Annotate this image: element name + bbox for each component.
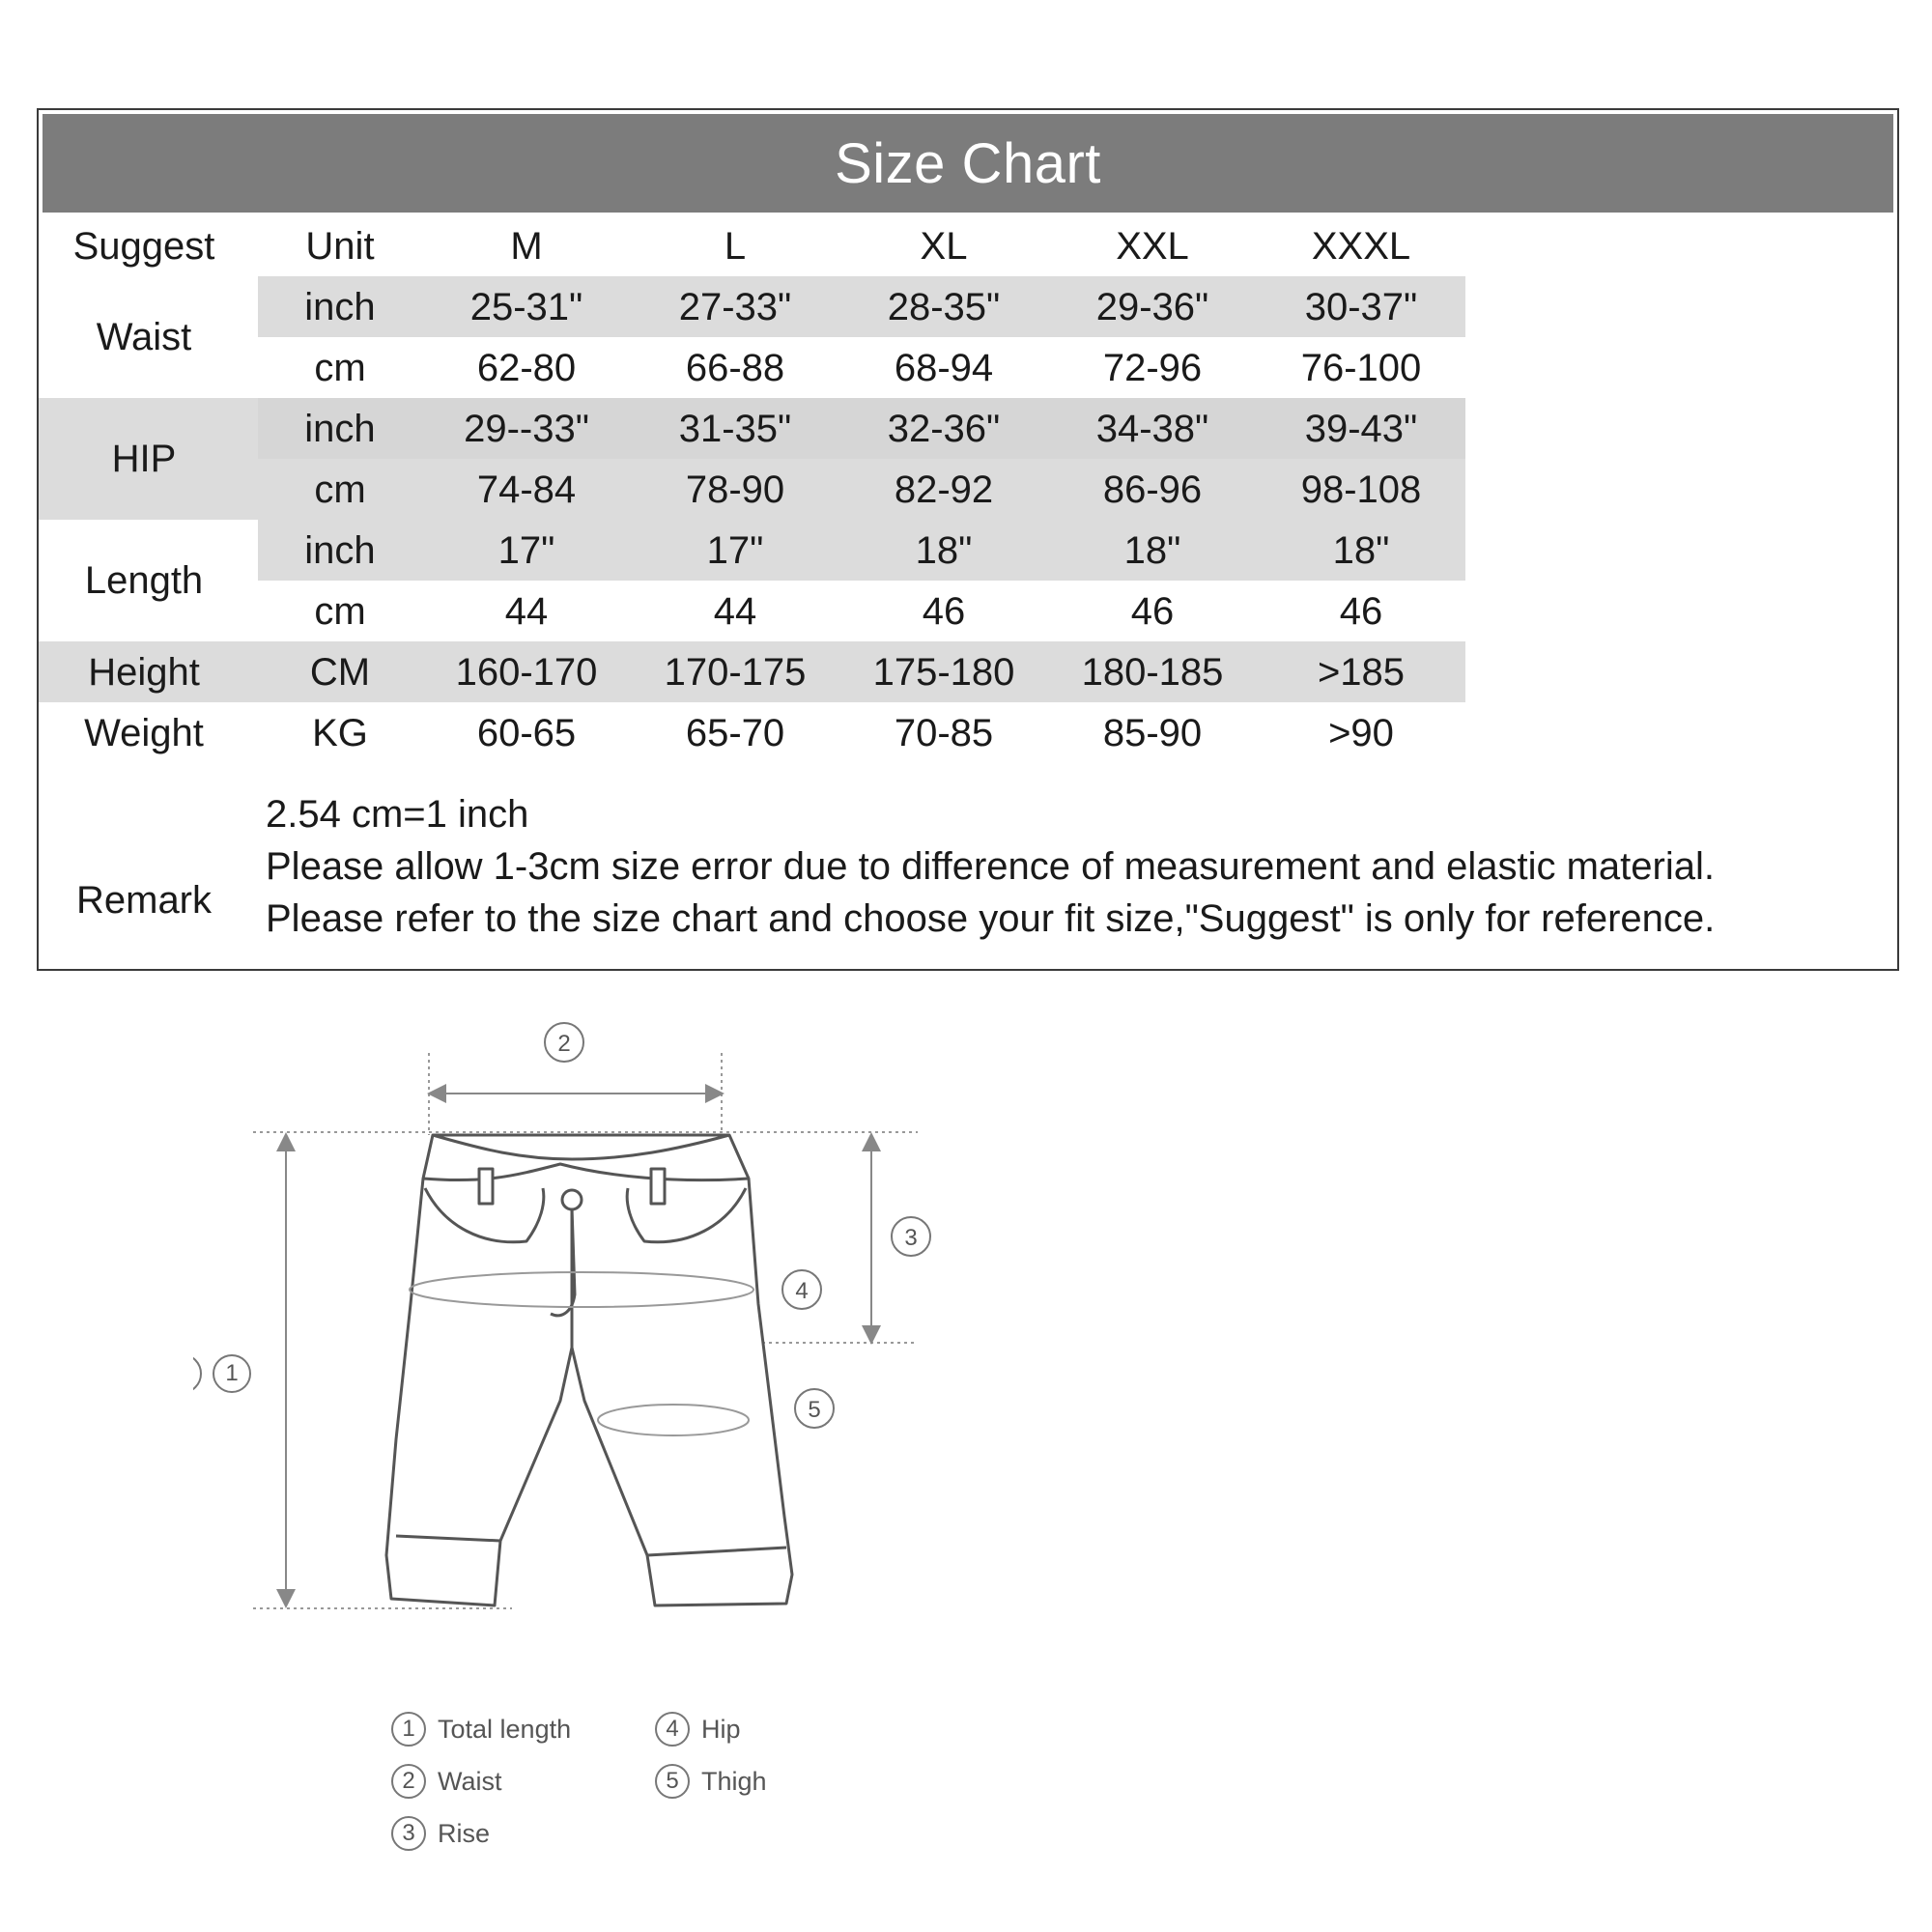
legend-number: 1 [391, 1712, 426, 1747]
value-cell: 62-80 [476, 346, 577, 389]
marker-1: 1 [213, 1354, 251, 1393]
value-cell: 180-185 [1081, 650, 1224, 694]
value-cell: 44 [504, 589, 549, 633]
legend-label: Rise [438, 1818, 491, 1848]
legend-item [391, 1816, 490, 1851]
pants-diagram [193, 1014, 966, 1884]
unit-cell: cm [314, 589, 366, 633]
value-cell: 32-36" [887, 407, 1001, 450]
value-cell: 70-85 [894, 711, 994, 754]
value-cell: 18" [1123, 528, 1181, 572]
unit-cell: KG [312, 711, 368, 754]
row-label-waist: Waist [96, 316, 192, 358]
unit-cell: inch [304, 528, 376, 572]
remark-line: Please allow 1-3cm size error due to difference of measurement and elastic material. [266, 845, 1715, 888]
legend-item [391, 1764, 502, 1799]
unit-cell: inch [304, 285, 376, 328]
value-cell: 18" [1332, 528, 1390, 572]
marker-label: 3 [904, 1225, 918, 1251]
header-size: M [510, 225, 543, 268]
value-cell: 86-96 [1102, 468, 1203, 511]
chart-title: Size Chart [43, 114, 1893, 213]
row-label-height: Height [88, 650, 200, 694]
value-cell: 175-180 [872, 650, 1015, 694]
unit-cell: inch [304, 407, 376, 450]
value-cell: 76-100 [1300, 346, 1422, 389]
value-cell: 46 [922, 589, 966, 633]
value-cell: 65-70 [685, 711, 785, 754]
legend-number: 2 [391, 1764, 426, 1799]
value-cell: 85-90 [1102, 711, 1203, 754]
value-cell: 31-35" [678, 407, 792, 450]
value-cell: 28-35" [887, 285, 1001, 328]
unit-cell: cm [314, 468, 366, 511]
marker-label: 5 [808, 1397, 821, 1423]
legend-label: Thigh [701, 1766, 767, 1796]
header-unit: Unit [305, 225, 375, 268]
size-table [39, 110, 1897, 969]
value-cell: 74-84 [476, 468, 577, 511]
header-size: XL [920, 225, 968, 268]
value-cell: 82-92 [894, 468, 994, 511]
legend-label: Waist [438, 1766, 502, 1796]
value-cell: 29--33" [464, 407, 589, 450]
value-cell: 27-33" [678, 285, 792, 328]
value-cell: 29-36" [1095, 285, 1209, 328]
remark-line: Please refer to the size chart and choose your fit size,"Suggest" is only for reference. [266, 897, 1716, 940]
remark-label: Remark [75, 878, 213, 922]
row-label-hip: HIP [111, 438, 177, 480]
value-cell: 25-31" [469, 285, 583, 328]
row-label-weight: Weight [84, 711, 204, 754]
header-size: XXXL [1311, 225, 1411, 268]
value-cell: 18" [915, 528, 973, 572]
value-cell: 66-88 [685, 346, 785, 389]
remark-line: 2.54 cm=1 inch [266, 793, 529, 836]
value-cell: 46 [1130, 589, 1175, 633]
value-cell: 160-170 [455, 650, 598, 694]
value-cell: 30-37" [1304, 285, 1418, 328]
value-cell: 44 [713, 589, 757, 633]
value-cell: 17" [706, 528, 764, 572]
value-cell: >90 [1328, 711, 1394, 754]
legend-item [655, 1764, 767, 1799]
unit-cell: cm [314, 346, 366, 389]
legend-item [391, 1712, 571, 1747]
value-cell: 98-108 [1300, 468, 1422, 511]
value-cell: 46 [1339, 589, 1383, 633]
row-label-length: Length [84, 559, 204, 602]
value-cell: 60-65 [476, 711, 577, 754]
value-cell: 39-43" [1304, 407, 1418, 450]
marker-1 [193, 1354, 201, 1393]
value-cell: 17" [497, 528, 555, 572]
header-size: L [724, 225, 747, 268]
pants-illustration [193, 1014, 966, 1748]
value-cell: 170-175 [664, 650, 807, 694]
legend-label: Hip [701, 1714, 741, 1744]
marker-label: 4 [795, 1278, 809, 1304]
legend-number: 5 [655, 1764, 690, 1799]
legend-number: 3 [391, 1816, 426, 1851]
header-suggest: Suggest [72, 225, 215, 268]
value-cell: 34-38" [1095, 407, 1209, 450]
size-chart [37, 108, 1899, 971]
marker-label: 2 [557, 1031, 571, 1057]
value-cell: 68-94 [894, 346, 994, 389]
value-cell: >185 [1317, 650, 1406, 694]
value-cell: 72-96 [1102, 346, 1203, 389]
value-cell: 78-90 [685, 468, 785, 511]
unit-cell: CM [309, 650, 371, 694]
legend-item [655, 1712, 741, 1747]
header-size: XXL [1116, 225, 1189, 268]
legend-label: Total length [438, 1714, 572, 1744]
legend-number: 4 [655, 1712, 690, 1747]
